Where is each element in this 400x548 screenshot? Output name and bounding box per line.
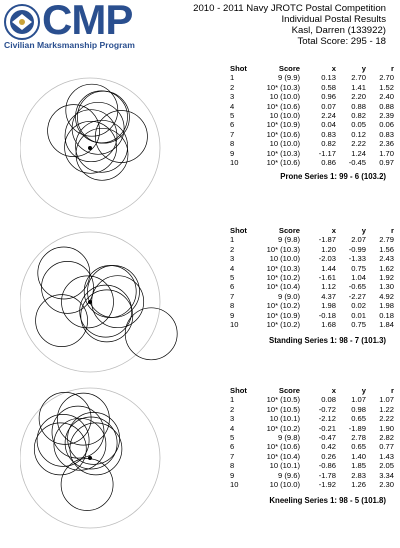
shot-table-kneeling (230, 386, 394, 489)
table-row: 8 10* (10.2) 1.98 0.02 1.98 (230, 301, 394, 311)
cmp-logo (2, 2, 162, 54)
shot-mark (52, 406, 104, 458)
seal-icon (4, 4, 40, 40)
shot-mark (65, 110, 117, 162)
shot-mark (88, 266, 140, 318)
shot-mark (125, 308, 177, 360)
table-row: 5 10 (10.0) 2.24 0.82 2.39 (230, 111, 394, 121)
table-row: 2 10* (10.3) 0.58 1.41 1.52 (230, 82, 394, 92)
table-row: 7 10* (10.6) 0.83 0.12 0.83 (230, 129, 394, 139)
shot-mark (61, 459, 113, 511)
col-r: r (391, 386, 394, 395)
table-row: 10 10* (10.6) 0.86 -0.45 0.97 (230, 158, 394, 168)
table-row: 7 10* (10.4) 0.26 1.40 1.43 (230, 451, 394, 461)
target-standing (20, 212, 220, 392)
logo-text: CMP (42, 0, 133, 43)
target-center-dot (88, 456, 92, 460)
col-y: y (361, 226, 366, 235)
col-x: x (331, 64, 336, 73)
shot-mark (84, 266, 136, 318)
table-header (230, 226, 394, 235)
table-row: 10 10 (10.0) -1.92 1.26 2.30 (230, 480, 394, 490)
table-row: 3 10 (10.1) -2.12 0.65 2.22 (230, 414, 394, 424)
shooter-name: Kasl, Darren (133922) (291, 25, 386, 36)
table-row: 5 9 (9.8) -0.47 2.78 2.82 (230, 433, 394, 443)
competition-title: 2010 - 2011 Navy JROTC Postal Competition (193, 3, 386, 14)
table-row: 1 10* (10.5) 0.08 1.07 1.07 (230, 395, 394, 405)
table-row: 10 10* (10.2) 1.68 0.75 1.84 (230, 320, 394, 330)
target-kneeling (20, 368, 220, 548)
table-row: 3 10 (10.0) -2.03 -1.33 2.43 (230, 254, 394, 264)
table-row: 6 10* (10.4) 1.12 -0.65 1.30 (230, 282, 394, 292)
table-row: 2 10* (10.5) -0.72 0.98 1.22 (230, 404, 394, 414)
table-row: 6 10* (10.6) 0.42 0.65 0.77 (230, 442, 394, 452)
table-row: 8 10 (10.0) 0.82 2.22 2.36 (230, 139, 394, 149)
col-y: y (361, 64, 366, 73)
series-summary-kneeling: Kneeling Series 1: 98 - 5 (101.8) (269, 496, 386, 505)
col-x: x (331, 226, 336, 235)
shot-mark (68, 412, 120, 464)
table-row: 4 10* (10.2) -0.21 -1.89 1.90 (230, 423, 394, 433)
table-row: 8 10 (10.1) -0.86 1.85 2.05 (230, 461, 394, 471)
shot-mark (70, 423, 122, 475)
col-y: y (361, 386, 366, 395)
table-header (230, 64, 394, 73)
table-row: 3 10 (10.0) 0.96 2.20 2.40 (230, 92, 394, 102)
col-shot: Shot (230, 226, 247, 235)
table-row: 5 10* (10.2) -1.61 1.04 1.92 (230, 273, 394, 283)
table-row: 6 10* (10.9) 0.04 0.05 0.06 (230, 120, 394, 130)
col-score: Score (278, 386, 300, 395)
col-r: r (391, 226, 394, 235)
col-score: Score (278, 226, 300, 235)
logo-subtitle: Civilian Marksmanship Program (4, 40, 135, 50)
header-info (193, 3, 386, 47)
shot-mark (92, 276, 144, 328)
col-shot: Shot (230, 386, 247, 395)
total-score: Total Score: 295 - 18 (297, 36, 386, 47)
shot-mark (37, 414, 89, 466)
col-score: Score (278, 64, 300, 73)
table-row: 9 10* (10.3) -1.17 1.24 1.70 (230, 148, 394, 158)
table-row: 1 9 (9.8) -1.87 2.07 2.79 (230, 235, 394, 245)
table-row: 2 10* (10.3) 1.20 -0.99 1.56 (230, 244, 394, 254)
shot-table-prone (230, 64, 394, 167)
table-row: 7 9 (9.0) 4.37 -2.27 4.92 (230, 291, 394, 301)
col-shot: Shot (230, 64, 247, 73)
table-header (230, 386, 394, 395)
table-row: 9 9 (9.6) -1.78 2.83 3.34 (230, 470, 394, 480)
series-summary-standing: Standing Series 1: 98 - 7 (101.3) (269, 336, 386, 345)
col-x: x (331, 386, 336, 395)
shot-table-standing (230, 226, 394, 329)
series-summary-prone: Prone Series 1: 99 - 6 (103.2) (280, 172, 386, 181)
table-row: 1 9 (9.9) 0.13 2.70 2.70 (230, 73, 394, 83)
table-row: 4 10* (10.3) 1.44 0.75 1.62 (230, 263, 394, 273)
table-row: 4 10* (10.6) 0.07 0.88 0.88 (230, 101, 394, 111)
report-type: Individual Postal Results (281, 14, 386, 25)
target-prone (20, 58, 220, 238)
table-row: 9 10* (10.9) -0.18 0.01 0.18 (230, 310, 394, 320)
col-r: r (391, 64, 394, 73)
